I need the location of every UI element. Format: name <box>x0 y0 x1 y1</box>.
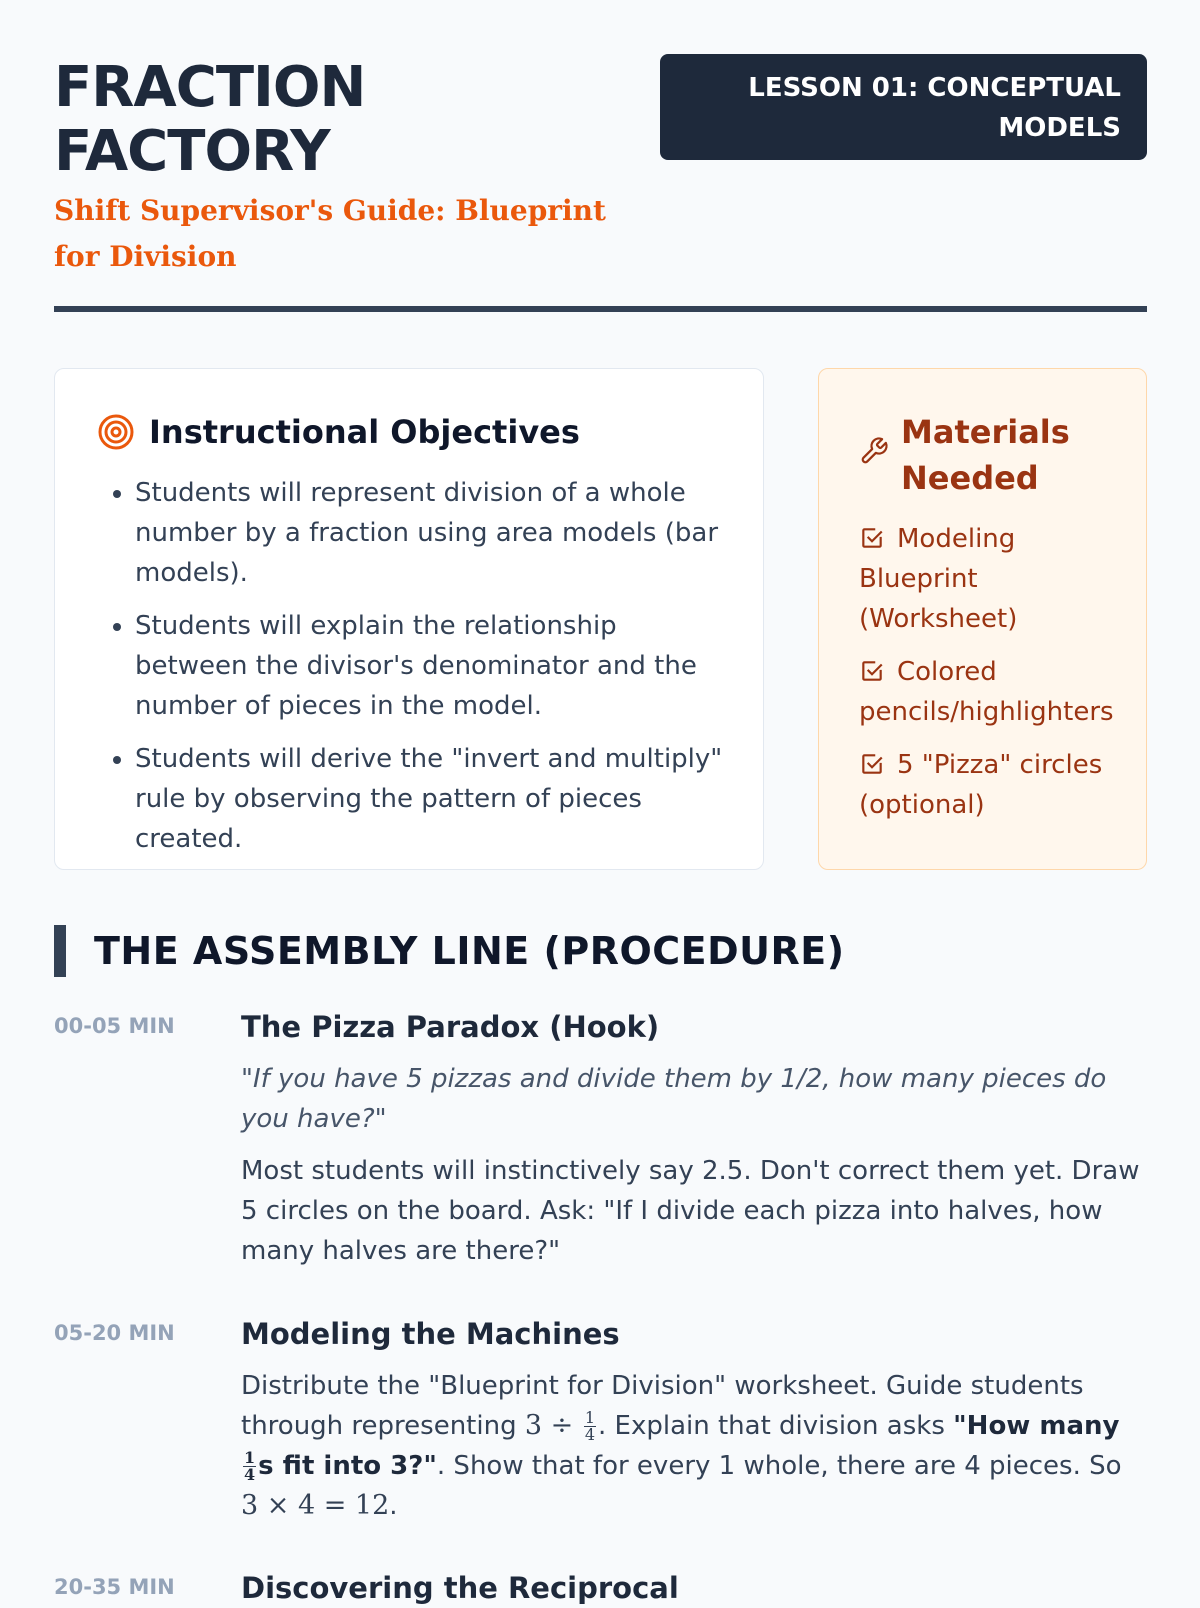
list-item <box>859 652 1122 732</box>
fraction-numerator: 1 <box>244 1448 256 1467</box>
list-item: • Students will derive the "invert and multiply" rule by observing the pattern of pieces created. <box>135 739 723 859</box>
info-cards <box>54 368 1147 870</box>
math-expression: 3 ÷ <box>524 1410 582 1441</box>
step-body <box>241 1007 1141 1271</box>
fraction-denominator: 4 <box>584 1425 595 1444</box>
fraction-denominator: 4 <box>244 1465 256 1484</box>
text-run: "How many <box>953 1411 1120 1441</box>
target-icon <box>97 413 135 451</box>
step-quote: "If you have 5 pizzas and divide them by 1/2, how many pieces do you have?" <box>241 1064 1107 1134</box>
materials-list <box>859 519 1122 825</box>
wrench-icon <box>859 436 889 466</box>
lesson-badge: LESSON 01: CONCEPTUAL MODELS <box>660 54 1147 160</box>
material-label: Colored pencils/highlighters <box>859 657 1114 727</box>
list-item <box>859 745 1122 825</box>
text-run: Distribute the "Blueprint for Division" worksheet. Guide students through representing <box>241 1371 1084 1441</box>
list-item: • Students will explain the relationship between the divisor's denominator and the number of pieces in the model. <box>135 606 723 726</box>
checkbox-checked-icon <box>859 525 885 551</box>
list-item <box>859 519 1122 639</box>
step-time: 05-20 MIN <box>54 1321 175 1345</box>
title-line-2: FACTORY <box>54 119 330 184</box>
list-item: • Students will represent division of a whole number by a fraction using area models (bar models). <box>135 473 723 593</box>
step-text <box>241 1366 1141 1526</box>
step-time: 20-35 MIN <box>54 1575 175 1599</box>
step-time: 00-05 MIN <box>54 1014 175 1038</box>
text-run: . <box>389 1491 398 1521</box>
step-title: Modeling the Machines <box>241 1317 620 1351</box>
objectives-card <box>54 368 764 870</box>
step-title: The Pizza Paradox (Hook) <box>241 1010 660 1044</box>
objectives-list <box>97 473 723 859</box>
fraction <box>243 1450 256 1483</box>
page-subtitle: Shift Supervisor's Guide: Blueprint for Division <box>54 194 606 273</box>
text-run: s fit into 3?" <box>258 1451 437 1481</box>
checkbox-checked-icon <box>859 751 885 777</box>
header-divider <box>54 306 1147 312</box>
material-label: 5 "Pizza" circles (optional) <box>859 750 1103 820</box>
text-run: . Show that for every 1 whole, there are 4 pieces. So <box>436 1451 1122 1481</box>
page-title <box>54 56 614 184</box>
step-body <box>241 1568 1141 1608</box>
procedure-heading: THE ASSEMBLY LINE (PROCEDURE) <box>94 929 845 973</box>
objectives-header <box>97 409 723 455</box>
materials-heading: Materials Needed <box>901 413 1070 497</box>
text-run: . Explain that division asks <box>598 1411 954 1441</box>
math-expression: 3 × 4 = 12 <box>241 1490 390 1521</box>
step-title: Discovering the Reciprocal <box>241 1571 679 1605</box>
lesson-page <box>54 0 1147 1605</box>
step-text: Most students will instinctively say 2.5. Don't correct them yet. Draw 5 circles on the board. Ask: "If I divide each pizza into halves, how many halves are there?" <box>241 1156 1140 1266</box>
objectives-heading: Instructional Objectives <box>149 413 580 451</box>
fraction-numerator: 1 <box>584 1408 595 1427</box>
materials-header <box>859 409 1122 501</box>
material-label: Modeling Blueprint (Worksheet) <box>859 524 1018 634</box>
page-header <box>54 0 1147 314</box>
fraction <box>584 1410 596 1443</box>
procedure-header <box>54 925 845 977</box>
checkbox-checked-icon <box>859 658 885 684</box>
step-body <box>241 1314 1141 1526</box>
materials-card <box>818 368 1147 870</box>
section-accent-bar <box>54 925 66 977</box>
title-line-1: FRACTION <box>54 55 366 120</box>
